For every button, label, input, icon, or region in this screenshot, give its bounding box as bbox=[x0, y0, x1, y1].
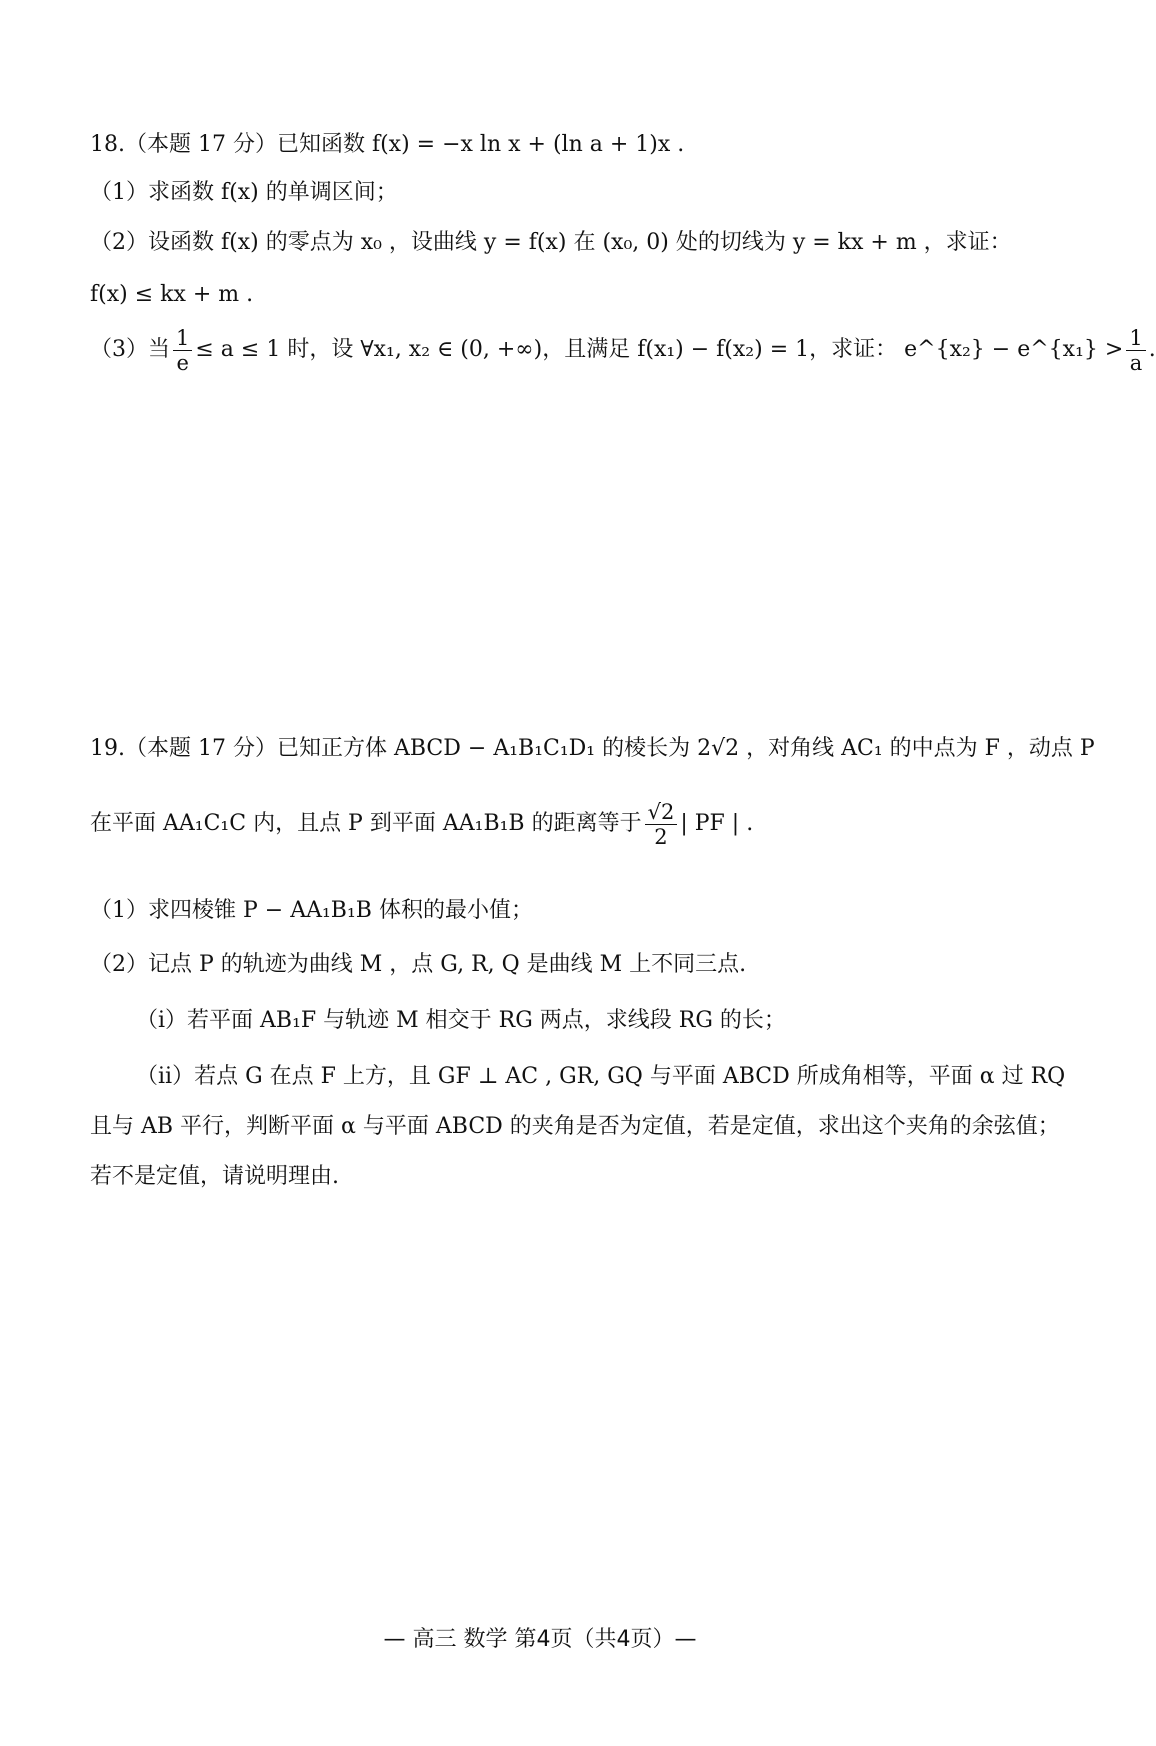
q19-line2-fraction bbox=[645, 800, 678, 849]
fraction-numerator: 1 bbox=[173, 326, 192, 351]
q19-part2-i: （ⅰ）若平面 AB₁F 与轨迹 M 相交于 RG 两点，求线段 RG 的长； bbox=[136, 1008, 786, 1033]
q18-part3-end: . bbox=[1148, 337, 1156, 362]
fraction-denominator: a bbox=[1129, 350, 1143, 375]
fraction-numerator: 1 bbox=[1126, 326, 1145, 351]
q19-line2 bbox=[90, 796, 1020, 852]
q19-header: 19.（本题 17 分）已知正方体 ABCD − A₁B₁C₁D₁ 的棱长为 2√2 ，对角线 AC₁ 的中点为 F ，动点 P bbox=[90, 736, 1095, 761]
q19-part2-ii-cont: 且与 AB 平行，判断平面 α 与平面 ABCD 的夹角是否为定值，若是定值，求出这个夹角的余弦值； bbox=[90, 1114, 1060, 1139]
fraction-denominator: 2 bbox=[654, 824, 668, 849]
q19-line2-pre: 在平面 AA₁C₁C 内，且点 P 到平面 AA₁B₁B 的距离等于 bbox=[90, 811, 642, 836]
q18-part2: （2）设函数 f(x) 的零点为 x₀ ，设曲线 y = f(x) 在 (x₀, 0) 处的切线为 y = kx + m ，求证： bbox=[90, 230, 1012, 255]
q19-part2-ii: （ⅱ）若点 G 在点 F 上方，且 GF ⊥ AC , GR, GQ 与平面 ABCD 所成角相等，平面 α 过 RQ bbox=[136, 1064, 1066, 1089]
q18-part3-mid: ≤ a ≤ 1 时，设 ∀x₁, x₂ ∈ (0, +∞)，且满足 f(x₁) − f(x₂) = 1，求证： e^{x₂} − e^{x₁} > bbox=[195, 337, 1124, 362]
q19-part2: （2）记点 P 的轨迹为曲线 M ，点 G, R, Q 是曲线 M 上不同三点. bbox=[90, 952, 747, 977]
q18-part1: （1）求函数 f(x) 的单调区间； bbox=[90, 180, 398, 205]
page-footer: — 高三 数学 第4页（共4页）— bbox=[383, 1627, 697, 1652]
q18-part3-fraction bbox=[173, 326, 192, 375]
fraction-denominator: e bbox=[176, 350, 189, 375]
q19-part1: （1）求四棱锥 P − AA₁B₁B 体积的最小值； bbox=[90, 898, 533, 923]
q19-part2-ii-cont2: 若不是定值，请说明理由. bbox=[90, 1164, 339, 1189]
q18-part3 bbox=[90, 322, 1156, 378]
fraction-numerator: √2 bbox=[645, 800, 678, 825]
q18-part3-pre: （3）当 bbox=[90, 337, 170, 362]
q18-part2-cont: f(x) ≤ kx + m . bbox=[90, 282, 254, 307]
q19-line2-post: | PF | . bbox=[680, 811, 754, 836]
q18-part3-fraction2 bbox=[1126, 326, 1145, 375]
q18-header: 18.（本题 17 分）已知函数 f(x) = −x ln x + (ln a + 1)x . bbox=[90, 132, 685, 157]
